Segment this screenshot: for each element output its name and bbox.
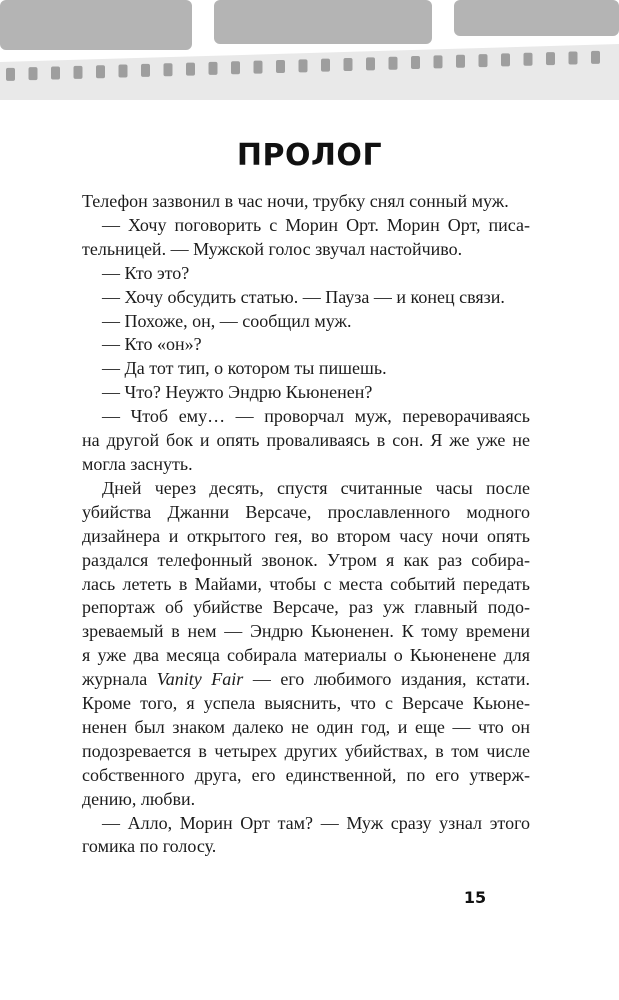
filmstrip-graphic [0,0,619,100]
film-hole [411,56,420,69]
film-hole [569,51,578,64]
text-line: ненен был знаком далеко не один год, и еще — что он [82,716,530,737]
film-hole [254,61,263,74]
film-frame [454,0,619,36]
text-line: дению, любви. [82,788,196,809]
film-hole [231,61,240,74]
text-line: — Хочу обсудить статью. — Пауза — и конец связи. [102,286,505,307]
film-hole [96,65,105,78]
text-line: тельницей. — Мужской голос звучал настойчиво. [82,238,463,259]
text-line: убийства Джанни Версаче, прославленного модного [82,501,530,522]
film-hole [479,54,488,67]
film-hole [299,59,308,72]
body-text [82,190,530,859]
film-frame [0,0,192,50]
film-hole [434,55,443,68]
film-hole [501,53,510,66]
magazine-title: Vanity Fair [156,669,244,690]
page-number: 15 [463,888,487,907]
text-line: собственного друга, его единственной, по его утверж- [82,764,530,785]
film-strip-band [0,44,619,100]
film-hole [164,63,173,76]
text-line: подозревается в четырех других убийствах, в том числе [82,740,530,761]
text-segment: журнала [82,669,148,690]
text-line: гомика по голосу. [82,836,217,857]
text-line: раздался телефонный звонок. Утром я как раз собира- [82,549,530,570]
text-segment: — его любимого издания, кстати. [252,669,530,690]
film-hole [209,62,218,75]
text-line: Кроме того, я успела выяснить, что с Версаче Кьюне- [82,693,530,714]
text-line: — Кто «он»? [102,334,202,355]
text-line: могла заснуть. [82,453,193,474]
film-hole [524,53,533,66]
text-line: на другой бок и опять проваливаясь в сон. Я же уже не [82,430,530,451]
chapter-title: ПРОЛОГ [236,138,383,173]
film-hole [591,51,600,64]
text-line: — Да тот тип, о котором ты пишешь. [102,358,387,379]
text-line: репортаж об убийстве Версаче, раз уж главный подо- [82,597,530,618]
film-hole [546,52,555,65]
text-line: дизайнера и открытого гея, во втором часу ночи опять [82,525,530,546]
film-hole [74,66,83,79]
film-hole [366,57,375,70]
film-hole [141,64,150,77]
text-line: я уже два месяца собирала материалы о Кьюненене для [82,645,530,666]
text-line: — Что? Неужто Эндрю Кьюненен? [102,382,373,403]
text-line: — Похоже, он, — сообщил муж. [102,310,352,331]
film-hole [321,59,330,72]
film-hole [276,60,285,73]
film-hole [186,63,195,76]
film-hole [389,57,398,70]
film-hole [29,67,38,80]
film-frame [214,0,432,44]
film-hole [51,67,60,80]
text-line: — Алло, Морин Орт там? — Муж сразу узнал этого [102,812,530,833]
filmstrip-header [0,0,619,100]
film-hole [119,65,128,78]
text-line: Телефон зазвонил в час ночи, трубку снял сонный муж. [82,191,509,211]
text-line [82,668,530,692]
film-hole [344,58,353,71]
film-hole [6,68,15,81]
text-line: зреваемый в нем — Эндрю Кьюненен. К тому времени [82,621,530,642]
film-hole [456,55,465,68]
text-line: — Хочу поговорить с Морин Орт. Морин Орт, писа- [102,214,530,235]
text-line: лась лететь в Майами, чтобы с места событий передать [82,573,530,594]
text-line: Дней через десять, спустя считанные часы после [102,477,530,498]
text-line: — Чтоб ему… — проворчал муж, переворачиваясь [102,406,530,427]
text-line: — Кто это? [102,262,190,283]
